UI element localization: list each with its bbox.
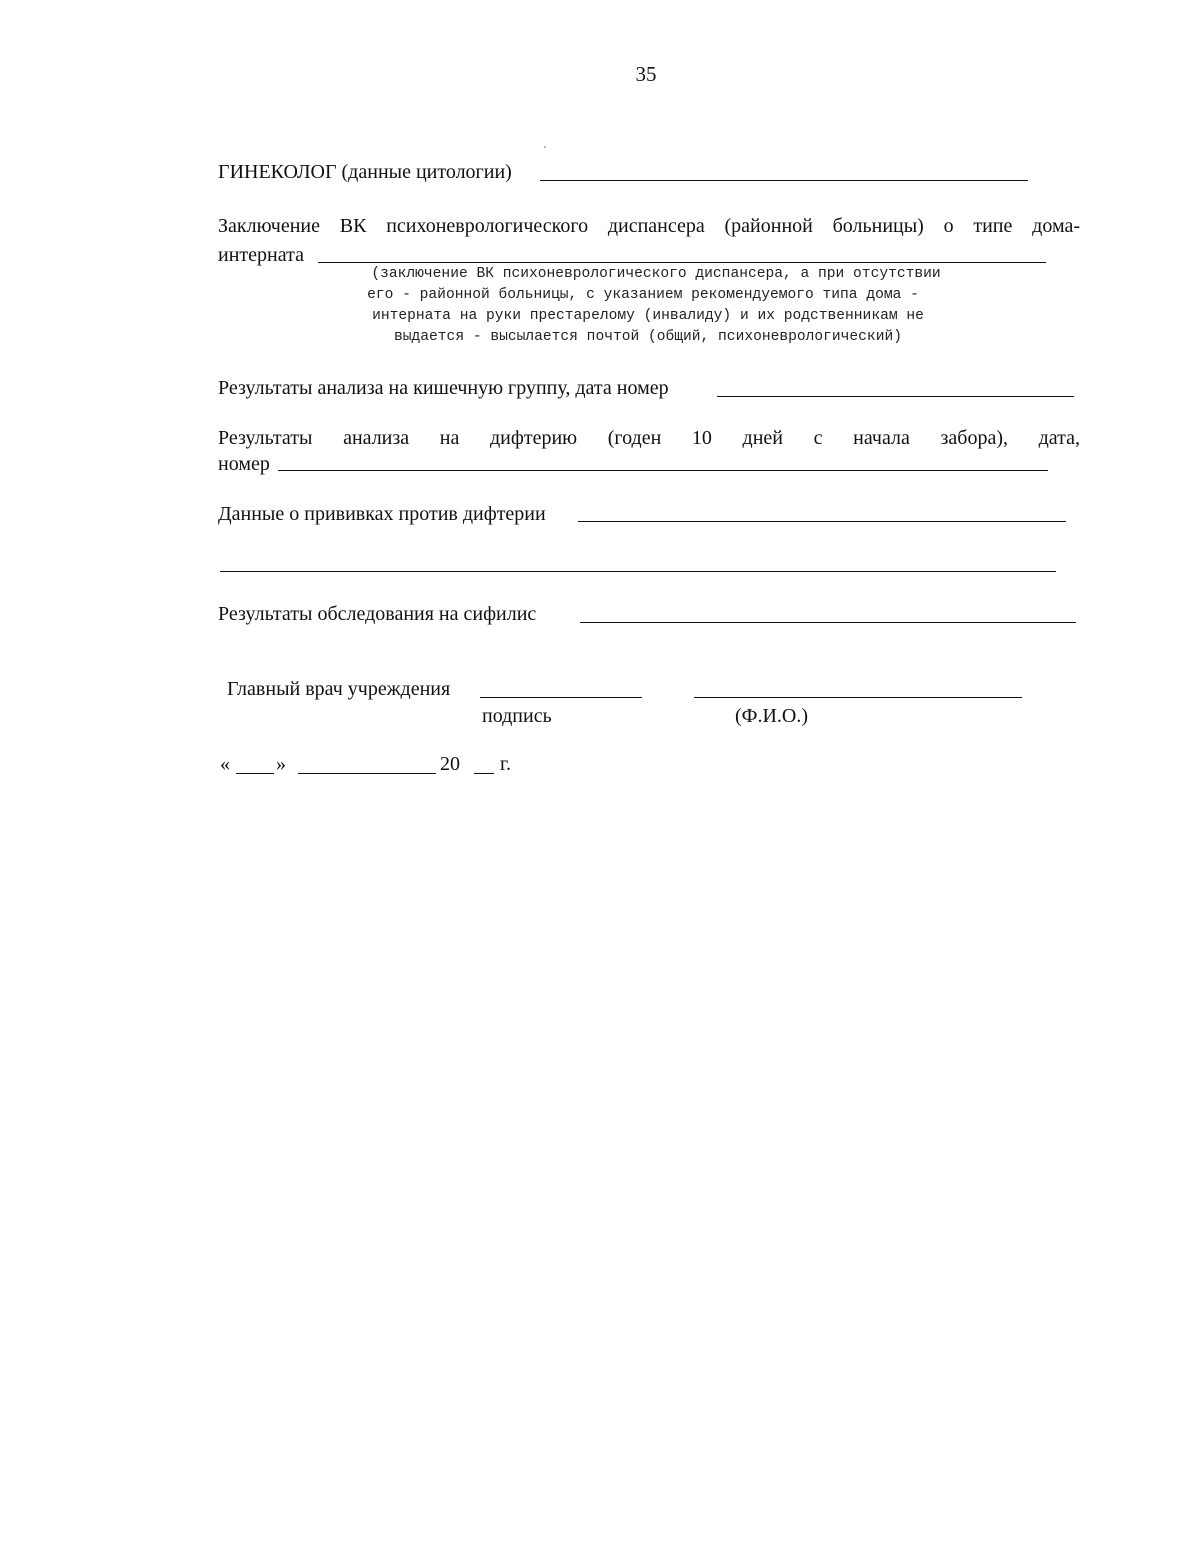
diphtheria-label-line1: Результаты анализа на дифтерию (годен 10 дней с начала забора), дата, <box>218 427 1080 449</box>
signature-caption: подпись <box>482 705 552 727</box>
vaccinations-blank-line-2[interactable] <box>220 571 1056 572</box>
diphtheria-blank-line[interactable] <box>278 470 1048 471</box>
date-close-quote: » <box>276 753 286 775</box>
conclusion-blank-line[interactable] <box>318 262 1046 263</box>
intestinal-blank-line[interactable] <box>717 396 1074 397</box>
conclusion-note-line: выдается - высылается почтой (общий, психоневрологический) <box>394 329 902 345</box>
conclusion-label-line1: Заключение ВК психоневрологического диспансера (районной больницы) о типе дома- <box>218 215 1080 237</box>
date-year-blank[interactable] <box>474 773 494 774</box>
gynecologist-blank-line[interactable] <box>540 180 1028 181</box>
conclusion-label-line2: интерната <box>218 244 304 266</box>
vaccinations-blank-line[interactable] <box>578 521 1066 522</box>
gynecologist-label: ГИНЕКОЛОГ (данные цитологии) <box>218 161 512 183</box>
conclusion-note-line: (заключение ВК психоневрологического диспансера, а при отсутствии <box>371 266 941 282</box>
date-year-prefix: 20 <box>440 753 460 775</box>
date-open-quote: « <box>220 753 230 775</box>
date-year-suffix: г. <box>500 753 511 775</box>
vaccinations-label: Данные о прививках против дифтерии <box>218 503 546 525</box>
conclusion-note-line: интерната на руки престарелому (инвалиду) и их родственникам не <box>372 308 924 324</box>
conclusion-note-line: его - районной больницы, с указанием рекомендуемого типа дома - <box>367 287 919 303</box>
chief-doctor-label: Главный врач учреждения <box>227 678 451 700</box>
full-name-blank-line[interactable] <box>694 697 1022 698</box>
scan-speck <box>544 146 546 148</box>
syphilis-label: Результаты обследования на сифилис <box>218 603 537 625</box>
full-name-caption: (Ф.И.О.) <box>735 705 809 727</box>
date-day-blank[interactable] <box>236 773 274 774</box>
date-month-blank[interactable] <box>298 773 436 774</box>
intestinal-label: Результаты анализа на кишечную группу, дата номер <box>218 377 669 399</box>
diphtheria-label-line2: номер <box>218 453 270 475</box>
syphilis-blank-line[interactable] <box>580 622 1076 623</box>
page-number: 35 <box>635 62 657 86</box>
signature-blank-line[interactable] <box>480 697 642 698</box>
